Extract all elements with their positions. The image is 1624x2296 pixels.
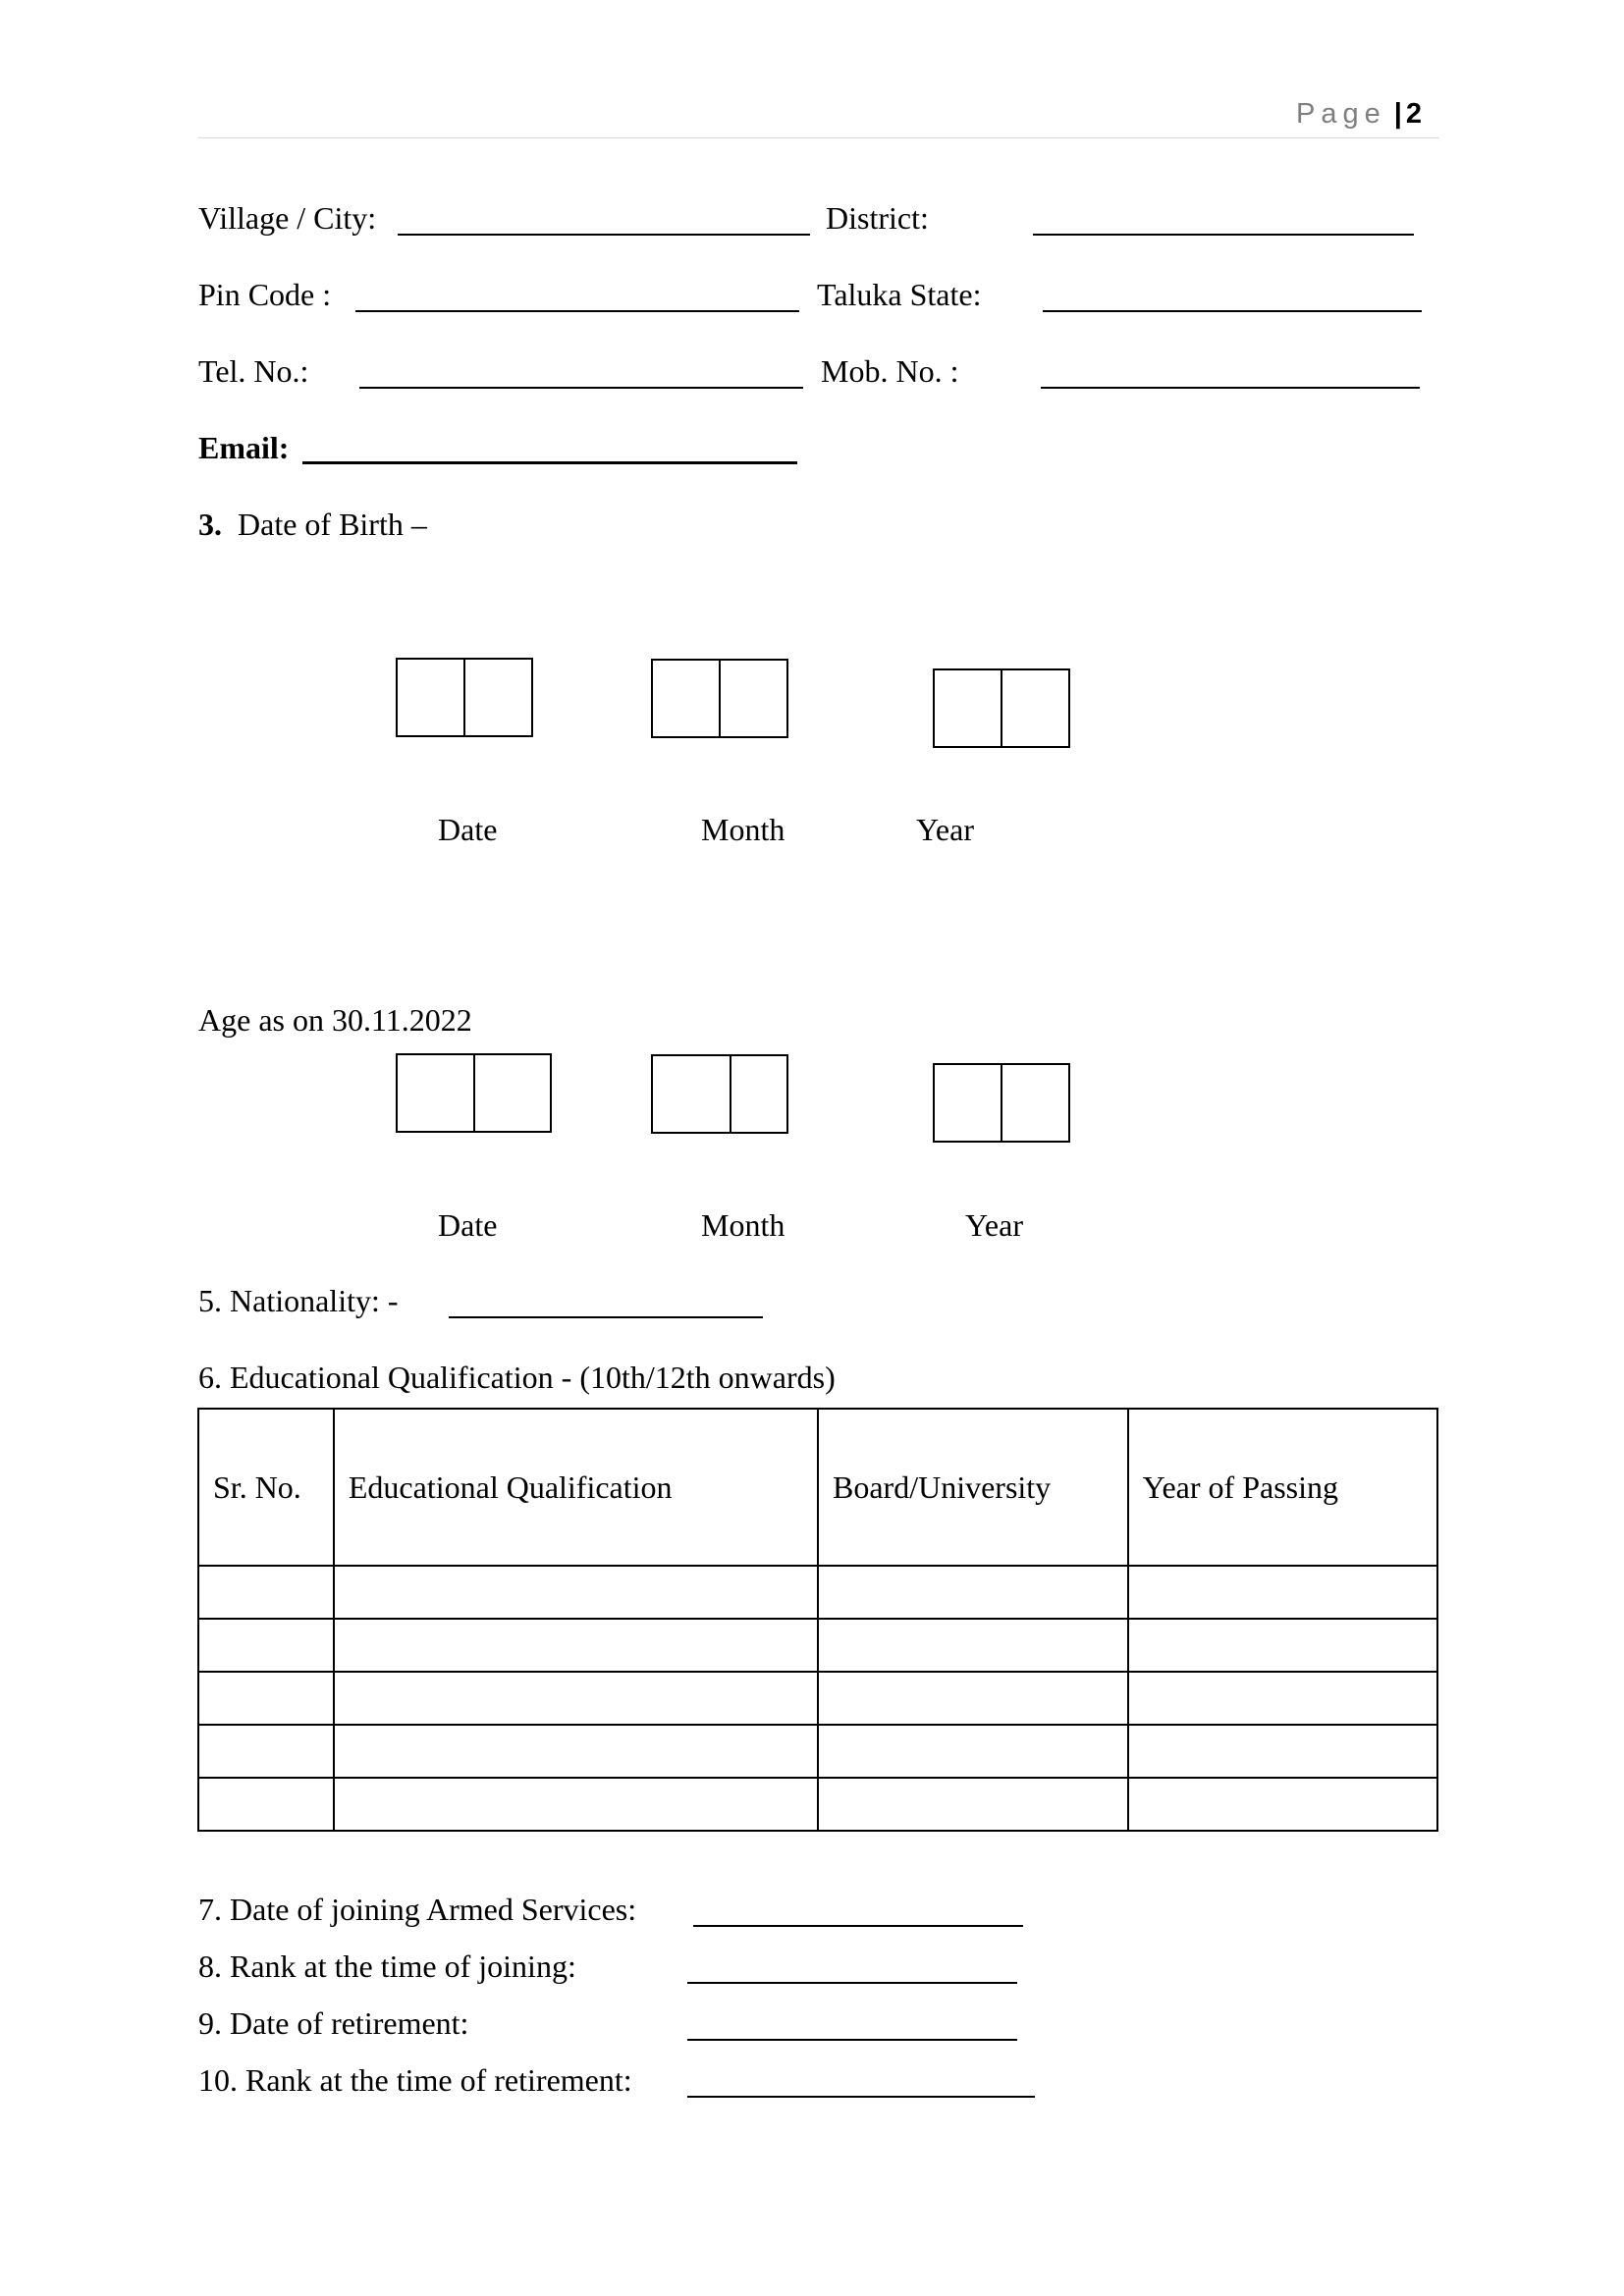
dob-year-digit-2[interactable] [1001,670,1068,746]
table-cell[interactable] [198,1672,334,1725]
nationality-label: 5. Nationality: - [198,1283,399,1318]
table-cell[interactable] [198,1619,334,1672]
table-row [198,1566,1437,1619]
col-header-year: Year of Passing [1128,1409,1437,1566]
table-row [198,1778,1437,1831]
table-cell[interactable] [818,1778,1128,1831]
table-cell[interactable] [1128,1672,1437,1725]
village-city-label: Village / City: [198,200,377,236]
tel-no-label: Tel. No.: [198,353,309,389]
dob-month-digit-2[interactable] [719,661,786,736]
table-cell[interactable] [334,1725,818,1778]
table-row [198,1619,1437,1672]
table-cell[interactable] [198,1778,334,1831]
age-date-digit-2[interactable] [473,1055,551,1131]
table-cell[interactable] [334,1778,818,1831]
age-date-digit-1[interactable] [398,1055,473,1131]
table-cell[interactable] [818,1725,1128,1778]
dob-date-digit-2[interactable] [463,660,531,735]
table-cell[interactable] [1128,1619,1437,1672]
page-number-separator: | [1393,98,1402,130]
dob-number: 3. [198,507,222,542]
table-cell[interactable] [818,1619,1128,1672]
pin-code-label: Pin Code : [198,277,332,312]
email-field[interactable] [302,461,797,464]
nationality-field[interactable] [449,1316,763,1318]
dob-month-box[interactable] [651,659,788,738]
retirement-date-label: 9. Date of retirement: [198,2005,469,2041]
education-table [197,1408,1438,1832]
header-divider [198,137,1439,138]
district-label: District: [826,200,929,236]
table-cell[interactable] [1128,1725,1437,1778]
age-date-label: Date [438,1207,498,1243]
dob-date-digit-1[interactable] [398,660,463,735]
dob-date-box[interactable] [396,658,533,737]
col-header-sr-no: Sr. No. [198,1409,334,1566]
joining-rank-field[interactable] [687,1982,1017,1984]
education-title: 6. Educational Qualification - (10th/12th onwards) [198,1360,836,1395]
dob-year-label: Year [916,812,974,847]
taluka-state-label: Taluka State: [817,277,982,312]
table-cell[interactable] [1128,1778,1437,1831]
retirement-rank-field[interactable] [687,2096,1035,2098]
table-cell[interactable] [1128,1566,1437,1619]
taluka-state-field[interactable] [1043,310,1422,312]
page-header [1296,98,1443,137]
dob-year-digit-1[interactable] [935,670,1001,746]
joining-rank-label: 8. Rank at the time of joining: [198,1949,576,1984]
table-cell[interactable] [334,1566,818,1619]
table-cell[interactable] [334,1619,818,1672]
age-month-digit-1[interactable] [653,1056,730,1132]
dob-month-digit-1[interactable] [653,661,719,736]
age-year-digit-1[interactable] [935,1065,1001,1141]
age-month-digit-2[interactable] [730,1056,786,1132]
table-row [198,1725,1437,1778]
dob-year-box[interactable] [933,668,1070,748]
education-header-row [198,1409,1437,1566]
age-year-label: Year [965,1207,1023,1243]
age-year-digit-2[interactable] [1001,1065,1068,1141]
dob-date-label: Date [438,812,498,847]
table-cell[interactable] [818,1672,1128,1725]
district-field[interactable] [1033,234,1414,236]
page-number: 2 [1405,98,1422,130]
mob-no-field[interactable] [1041,387,1420,389]
table-cell[interactable] [334,1672,818,1725]
mob-no-label: Mob. No. : [821,353,959,389]
table-cell[interactable] [198,1566,334,1619]
age-label: Age as on 30.11.2022 [198,1002,472,1038]
tel-no-field[interactable] [359,387,803,389]
page-label: Page [1296,98,1386,130]
dob-label: Date of Birth – [238,507,427,542]
table-cell[interactable] [198,1725,334,1778]
col-header-qualification: Educational Qualification [334,1409,818,1566]
joining-date-label: 7. Date of joining Armed Services: [198,1892,637,1927]
age-year-box[interactable] [933,1063,1070,1143]
table-cell[interactable] [818,1566,1128,1619]
age-month-label: Month [701,1207,785,1243]
email-label: Email: [198,430,290,465]
retirement-date-field[interactable] [687,2039,1017,2041]
village-city-field[interactable] [398,234,810,236]
pin-code-field[interactable] [355,310,799,312]
joining-date-field[interactable] [693,1925,1023,1927]
dob-month-label: Month [701,812,785,847]
age-month-box[interactable] [651,1054,788,1134]
dob-heading [198,505,427,544]
age-date-box[interactable] [396,1053,552,1133]
table-row [198,1672,1437,1725]
col-header-board: Board/University [818,1409,1128,1566]
retirement-rank-label: 10. Rank at the time of retirement: [198,2062,632,2098]
